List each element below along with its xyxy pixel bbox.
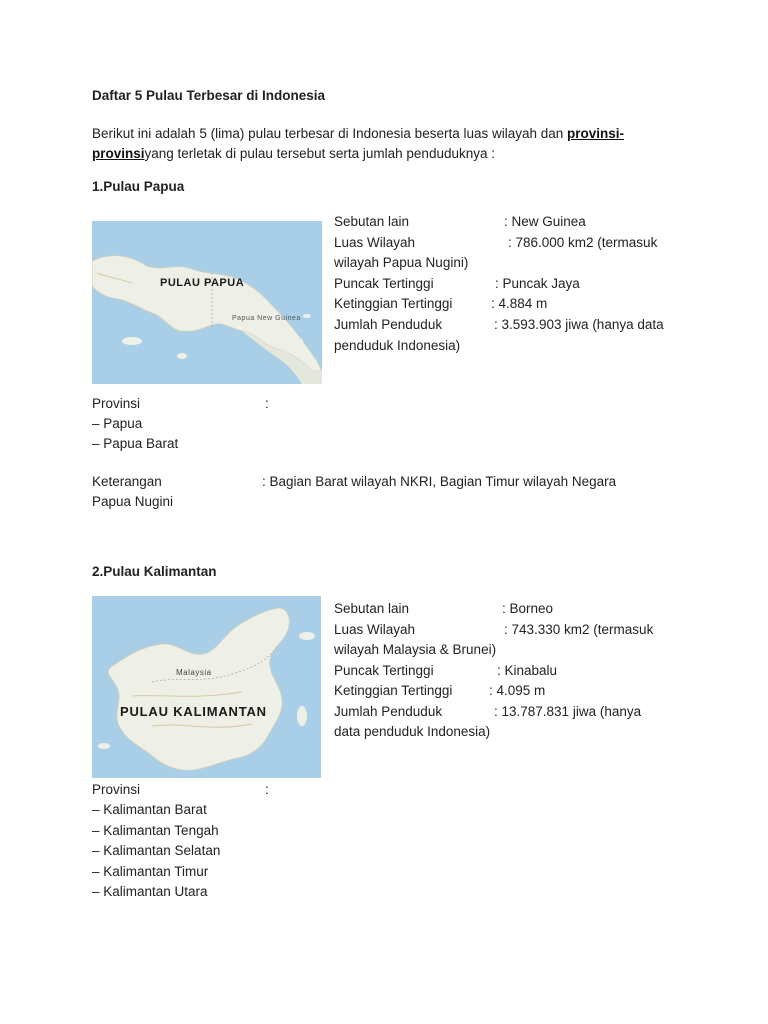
kalimantan-info-luas-label: Luas Wilayah [334,622,416,637]
kalimantan-map-small-label: Malaysia [176,668,212,677]
kalimantan-info-puncak-label: Puncak Tertinggi [334,663,434,678]
papua-map-svg [92,221,322,384]
papua-provinsi-item: – Papua Barat [92,436,179,451]
kalimantan-provinsi-item: – Kalimantan Timur [92,864,209,879]
section-heading-papua: 1.Pulau Papua [92,179,185,194]
papua-info-ketinggian-value: : 4.884 m [491,296,548,311]
intro-line-2 [92,146,495,161]
provinsi-link[interactable]: provinsi- [567,126,625,141]
document-title: Daftar 5 Pulau Terbesar di Indonesia [92,88,326,103]
kalimantan-info-ketinggian-value: : 4.095 m [489,683,546,698]
section-heading-kalimantan: 2.Pulau Kalimantan [92,564,217,579]
papua-provinsi-item: – Papua [92,416,143,431]
kalimantan-info-puncak-value: : Kinabalu [497,663,558,678]
papua-info-luas-label: Luas Wilayah [334,235,416,250]
papua-info-penduduk-label: Jumlah Penduduk [334,317,443,332]
papua-info-penduduk-cont: penduduk Indonesia) [334,338,461,353]
papua-keterangan-value: : Bagian Barat wilayah NKRI, Bagian Timur wilayah Negara [262,474,617,489]
kalimantan-info-ketinggian-label: Ketinggian Tertinggi [334,683,453,698]
kalimantan-provinsi-item: – Kalimantan Tengah [92,823,219,838]
kalimantan-info-sebutan-label: Sebutan lain [334,601,410,616]
kalimantan-provinsi-colon: : [265,782,269,797]
papua-map-label: PULAU PAPUA [160,277,245,289]
kalimantan-info-penduduk-value: : 13.787.831 jiwa (hanya [494,704,642,719]
papua-info-puncak-value: : Puncak Jaya [495,276,580,291]
papua-keterangan-cont: Papua Nugini [92,494,174,509]
papua-info-puncak-label: Puncak Tertinggi [334,276,434,291]
provinsi-link-cont[interactable]: provinsi [92,146,145,161]
kalimantan-provinsi-item: – Kalimantan Utara [92,884,208,899]
papua-info-luas-value: : 786.000 km2 (termasuk [508,235,658,250]
kalimantan-provinsi-label: Provinsi [92,782,141,797]
kalimantan-map-image [92,596,321,778]
papua-info-penduduk-value: : 3.593.903 jiwa (hanya data [494,317,664,332]
kalimantan-map-svg [92,596,321,778]
kalimantan-info-sebutan-value: : Borneo [502,601,554,616]
papua-info-luas-cont: wilayah Papua Nugini) [334,255,469,270]
papua-info-ketinggian-label: Ketinggian Tertinggi [334,296,453,311]
papua-keterangan-label: Keterangan [92,474,162,489]
papua-info-sebutan-label: Sebutan lain [334,214,410,229]
kalimantan-info-penduduk-cont: data penduduk Indonesia) [334,724,491,739]
intro-text-cont: yang terletak di pulau tersebut serta jumlah penduduknya : [144,146,495,161]
papua-map-small-label: Papua New Guinea [232,315,301,322]
papua-provinsi-label: Provinsi [92,396,141,411]
kalimantan-provinsi-item: – Kalimantan Barat [92,802,207,817]
papua-provinsi-colon: : [265,396,269,411]
kalimantan-info-luas-value: : 743.330 km2 (termasuk [504,622,654,637]
kalimantan-info-luas-cont: wilayah Malaysia & Brunei) [334,642,497,657]
papua-map-image [92,221,322,384]
kalimantan-provinsi-item: – Kalimantan Selatan [92,843,221,858]
intro-text: Berikut ini adalah 5 (lima) pulau terbesar di Indonesia beserta luas wilayah dan [92,126,568,141]
intro-line-1 [92,126,624,141]
papua-info-sebutan-value: : New Guinea [504,214,586,229]
kalimantan-map-label: PULAU KALIMANTAN [120,704,267,719]
kalimantan-info-penduduk-label: Jumlah Penduduk [334,704,443,719]
